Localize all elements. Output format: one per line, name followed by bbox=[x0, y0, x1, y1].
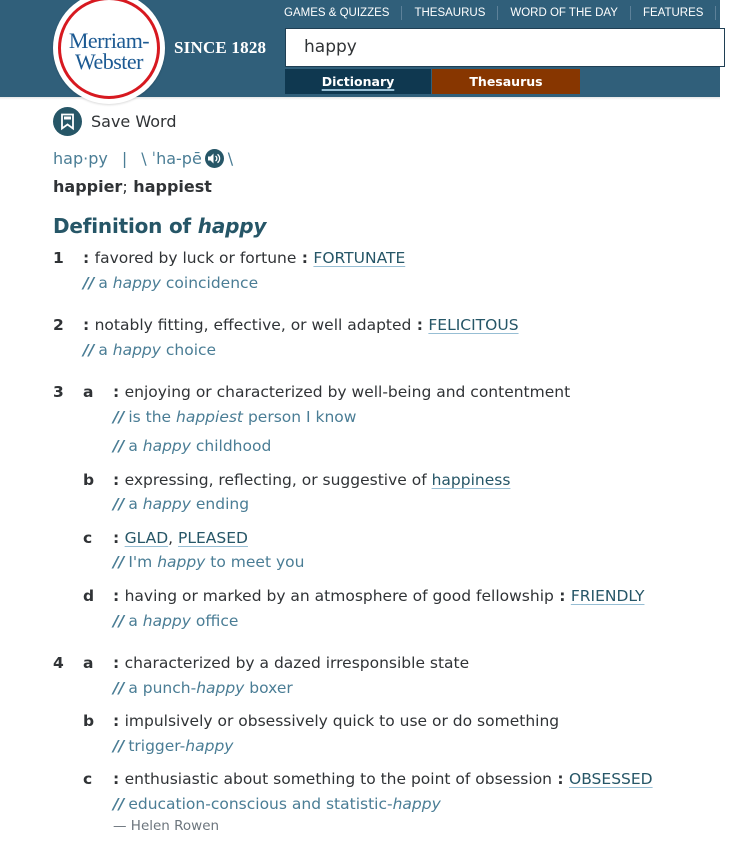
search-tabs bbox=[285, 69, 580, 94]
xref-link[interactable]: FRIENDLY bbox=[570, 587, 645, 605]
logo-text bbox=[69, 30, 149, 72]
sense-number: 4 bbox=[53, 654, 64, 672]
example: // a happy ending bbox=[113, 495, 250, 513]
sense-letter: a bbox=[83, 654, 94, 672]
example: // a happy childhood bbox=[113, 437, 272, 455]
pronunciation-row bbox=[53, 149, 233, 168]
sense-letter: a bbox=[83, 383, 94, 401]
xref-link[interactable]: OBSESSED bbox=[569, 770, 653, 788]
definition-text: : expressing, reflecting, or suggestive of happiness bbox=[113, 471, 511, 489]
definition-text: : enthusiastic about something to the point of obsession : OBSESSED bbox=[113, 770, 653, 788]
sense-number: 2 bbox=[53, 316, 64, 334]
xref-link[interactable]: happiness bbox=[431, 471, 511, 489]
sense-letter: c bbox=[83, 770, 93, 788]
example: // a happy choice bbox=[83, 341, 217, 359]
nav-divider bbox=[401, 6, 402, 20]
search-input[interactable] bbox=[304, 37, 704, 57]
heading-prefix: Definition of bbox=[53, 214, 198, 238]
attribution: — Helen Rowen bbox=[113, 818, 220, 834]
sense-number: 1 bbox=[53, 249, 64, 267]
example: // a happy office bbox=[113, 612, 239, 630]
example: // a happy coincidence bbox=[83, 274, 259, 292]
nav-word-of-the-day[interactable]: WORD OF THE DAY bbox=[510, 7, 618, 19]
top-nav bbox=[284, 5, 744, 21]
example: // education-conscious and statistic-happy bbox=[113, 795, 441, 813]
inflection-comparative: happier bbox=[53, 177, 123, 196]
example: // is the happiest person I know bbox=[113, 408, 357, 426]
search-box[interactable] bbox=[285, 28, 725, 67]
logo-line-1: Merriam- bbox=[68, 28, 150, 53]
speaker-icon[interactable] bbox=[205, 149, 224, 168]
nav-shop[interactable]: SH bbox=[728, 7, 744, 19]
example: // I'm happy to meet you bbox=[113, 553, 305, 571]
save-word-button[interactable] bbox=[53, 107, 176, 136]
inflection-superlative: happiest bbox=[133, 177, 212, 196]
bookmark-icon bbox=[53, 107, 82, 136]
nav-divider bbox=[630, 6, 631, 20]
inflections bbox=[53, 177, 212, 196]
sense-letter: d bbox=[83, 587, 95, 605]
sense-number: 3 bbox=[53, 383, 64, 401]
inflection-separator: ; bbox=[122, 177, 128, 196]
definition-text: : notably fitting, effective, or well adapted : FELICITOUS bbox=[83, 316, 519, 334]
xref-link[interactable]: GLAD bbox=[124, 529, 169, 547]
logo-line-2: Webster bbox=[74, 49, 144, 74]
sense-letter: b bbox=[83, 712, 95, 730]
nav-divider bbox=[497, 6, 498, 20]
definition-text: : favored by luck or fortune : FORTUNATE bbox=[83, 249, 406, 267]
definition-text: : having or marked by an atmosphere of good fellowship : FRIENDLY bbox=[113, 587, 645, 605]
heading-word: happy bbox=[197, 214, 267, 238]
xref-link[interactable]: PLEASED bbox=[178, 529, 248, 547]
definition-text: : impulsively or obsessively quick to use or do something bbox=[113, 712, 560, 730]
pronunciation: \ ˈha-pē bbox=[141, 149, 202, 168]
definition-text: : enjoying or characterized by well-being and contentment bbox=[113, 383, 571, 401]
since-tagline: SINCE 1828 bbox=[174, 38, 267, 57]
tab-dictionary[interactable] bbox=[285, 69, 431, 94]
xref-link[interactable]: FELICITOUS bbox=[428, 316, 519, 334]
syllables: hap·py bbox=[53, 149, 108, 168]
definition-heading bbox=[53, 214, 266, 238]
save-word-label: Save Word bbox=[91, 112, 177, 131]
sense-letter: c bbox=[83, 529, 93, 547]
nav-thesaurus[interactable]: THESAURUS bbox=[414, 7, 486, 19]
pronunciation-close: \ bbox=[227, 149, 234, 168]
pron-separator: | bbox=[121, 149, 128, 168]
nav-features[interactable]: FEATURES bbox=[642, 7, 704, 19]
example: // trigger-happy bbox=[113, 737, 234, 755]
nav-divider bbox=[715, 6, 716, 20]
nav-games-quizzes[interactable]: GAMES & QUIZZES bbox=[284, 7, 390, 19]
tab-thesaurus-label: Thesaurus bbox=[469, 74, 543, 89]
sense-letter: b bbox=[83, 471, 95, 489]
definition-text: : GLAD, PLEASED bbox=[113, 529, 248, 547]
definition-text: : characterized by a dazed irresponsible state bbox=[113, 654, 470, 672]
tab-thesaurus[interactable] bbox=[432, 69, 580, 94]
example: // a punch-happy boxer bbox=[113, 679, 293, 697]
xref-link[interactable]: FORTUNATE bbox=[313, 249, 406, 267]
tab-dictionary-label: Dictionary bbox=[321, 74, 395, 89]
